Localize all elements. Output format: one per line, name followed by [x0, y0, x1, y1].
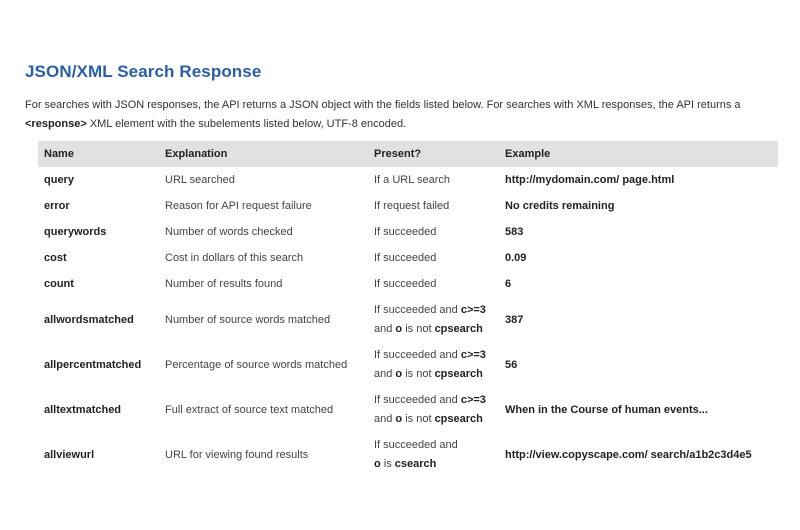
field-example: 6: [505, 278, 512, 290]
field-name: allwordsmatched: [44, 313, 134, 326]
field-example: No credits remaining: [505, 200, 615, 212]
field-explanation: Reason for API request failure: [165, 200, 312, 212]
field-name: query: [44, 174, 74, 186]
field-name: count: [44, 278, 74, 290]
intro-response-tag: <response>: [25, 118, 87, 130]
field-present: If succeeded: [374, 225, 437, 238]
table-row: [38, 167, 778, 193]
table-row: [38, 219, 778, 245]
page-title: JSON/XML Search Response: [25, 62, 262, 81]
field-name: alltextmatched: [44, 403, 122, 416]
field-present: If succeeded and c>=3 and o is not cpsearch: [374, 303, 486, 335]
field-explanation: Number of results found: [165, 278, 283, 290]
field-example: 583: [505, 226, 524, 238]
header-name: Name: [38, 141, 159, 167]
field-explanation: Cost in dollars of this search: [165, 252, 304, 264]
field-present: If succeeded and o is csearch: [374, 438, 458, 470]
field-explanation: URL for viewing found results: [165, 448, 309, 461]
field-present: If succeeded: [374, 251, 437, 264]
field-example: http://view.copyscape.com/ search/a1b2c3d4e5: [505, 448, 752, 461]
field-name: error: [44, 200, 70, 212]
field-present: If a URL search: [374, 173, 451, 186]
field-example: 387: [505, 313, 524, 326]
field-example: 56: [505, 358, 518, 371]
header-example: Example: [499, 141, 778, 167]
field-example: 0.09: [505, 252, 527, 264]
field-explanation: Number of words checked: [165, 226, 293, 238]
content: [25, 62, 785, 470]
field-explanation: Percentage of source words matched: [165, 358, 348, 371]
header-explanation: Explanation: [159, 141, 368, 167]
field-name: allviewurl: [44, 448, 95, 461]
table-row: [38, 342, 778, 387]
field-explanation: Number of source words matched: [165, 313, 331, 326]
field-present: If succeeded: [374, 277, 437, 290]
table-row: [38, 432, 778, 477]
field-explanation: URL searched: [165, 174, 235, 186]
intro-paragraph: [25, 96, 785, 134]
response-fields-table: [38, 141, 778, 477]
field-example: http://mydomain.com/ page.html: [505, 174, 675, 186]
field-name: querywords: [44, 226, 107, 238]
intro-line2: XML element with the subelements listed below, UTF-8 encoded.: [86, 118, 407, 130]
field-name: allpercentmatched: [44, 358, 142, 371]
table-header-row: [38, 141, 778, 167]
table-row: [38, 387, 778, 432]
field-present: If succeeded and c>=3 and o is not cpsearch: [374, 393, 486, 425]
field-present: If request failed: [374, 199, 450, 212]
table-row: [38, 193, 778, 219]
table-row: [38, 271, 778, 297]
intro-line1: For searches with JSON responses, the API returns a JSON object with the fields listed below. For searches with XML responses, the API returns a: [25, 99, 741, 111]
field-explanation: Full extract of source text matched: [165, 403, 334, 416]
table-row: [38, 245, 778, 271]
field-name: cost: [44, 252, 67, 264]
table-row: [38, 297, 778, 342]
header-present: Present?: [368, 141, 499, 167]
field-present: If succeeded and c>=3 and o is not cpsearch: [374, 348, 486, 380]
field-example: When in the Course of human events...: [505, 403, 708, 416]
